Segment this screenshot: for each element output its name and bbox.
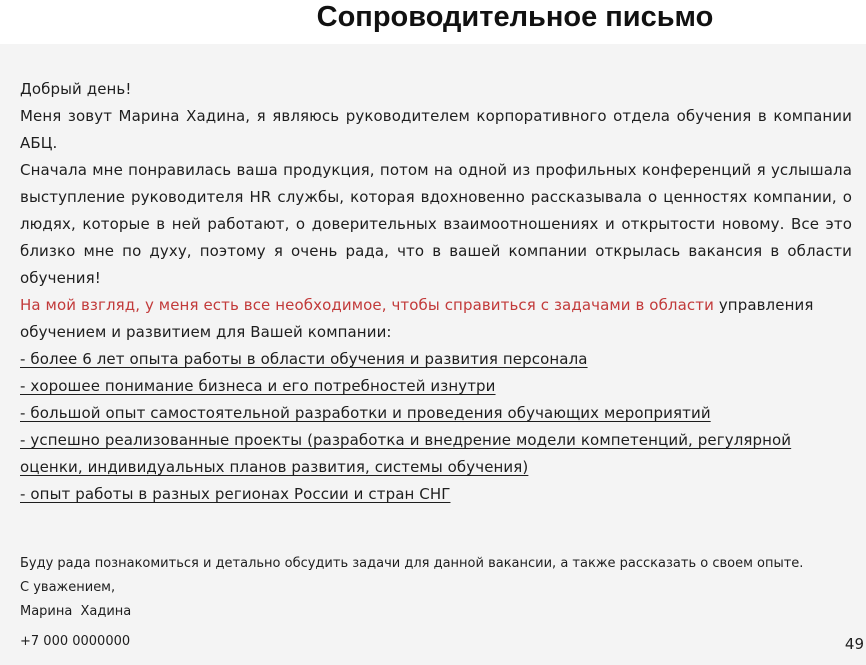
phone-number: +7 000 0000000 bbox=[20, 634, 131, 649]
list-item: - опыт работы в разных регионах России и стран СНГ bbox=[20, 485, 451, 503]
list-item: - большой опыт самостоятельной разработки и проведения обучающих мероприятий bbox=[20, 404, 711, 422]
letter-body bbox=[20, 76, 852, 508]
opinion-highlight: На мой взгляд, у меня есть все необходимое, чтобы справиться с задачами в области bbox=[20, 296, 714, 314]
intro-paragraph: Меня зовут Марина Хадина, я являюсь руководителем корпоративного отдела обучения в компании АБЦ. bbox=[20, 107, 852, 152]
closing-sentence: Буду рада познакомиться и детально обсудить задачи для данной вакансии, а также рассказать о своем опыте. bbox=[20, 556, 804, 571]
qualifications-list bbox=[20, 346, 852, 508]
page-number: 49 bbox=[844, 635, 864, 653]
letter-closing bbox=[20, 552, 860, 654]
opinion-paragraph bbox=[20, 292, 852, 346]
motivation-paragraph: Сначала мне понравилась ваша продукция, потом на одной из профильных конференций я услышала выступление руководителя HR службы, которая вдохновенно рассказывала о ценностях компании, о людях, которые в ней работают, о доверительных взаимоотношениях и открытости новому. Все это близко мне по духу, поэтому я очень рада, что в вашей компании открылась вакансия в области обучения! bbox=[20, 161, 852, 287]
greeting: Добрый день! bbox=[20, 80, 132, 98]
list-item: - хорошее понимание бизнеса и его потребностей изнутри bbox=[20, 377, 496, 395]
page-title: Сопроводительное письмо bbox=[316, 1, 714, 33]
list-item: - более 6 лет опыта работы в области обучения и развития персонала bbox=[20, 350, 588, 368]
opinion-rest: управления обучением и развитием для Вашей компании: bbox=[20, 296, 814, 341]
signature-name: Марина Хадина bbox=[20, 604, 132, 619]
list-item: - успешно реализованные проекты (разработка и внедрение модели компетенций, регулярной оценки, индивидуальных планов развития, системы обучения) bbox=[20, 431, 792, 476]
regards: С уважением, bbox=[20, 580, 116, 595]
